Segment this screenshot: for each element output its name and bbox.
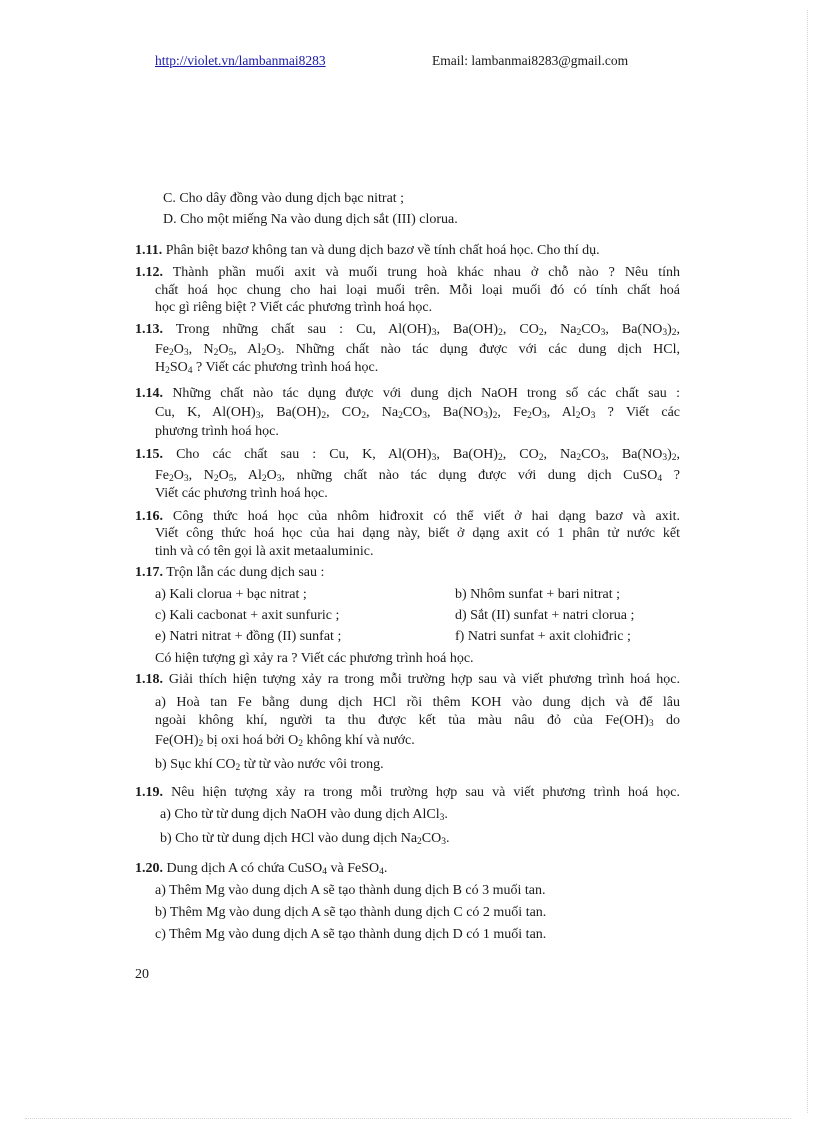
- text-line: [160, 806, 448, 823]
- text-line: [135, 242, 600, 259]
- text-line: [135, 564, 324, 581]
- header-email: Email: lambanmai8283@gmail.com: [432, 53, 629, 68]
- line-text: chất hoá học chung cho hai loại muối trên. Mỗi loại muối đó có tính chất hoá: [155, 283, 680, 298]
- line-text: $H_2SO_4$ ? Viết các phương trình hoá học.: [155, 360, 379, 376]
- text-line-second-column: f) Natri sunfat + axit clohiđric ;: [455, 629, 631, 644]
- text-line: [155, 404, 680, 421]
- exercise-number: 1.15.: [135, 447, 163, 462]
- line-text: ngoài không khí, người ta thu được kết tủa màu nâu đỏ của $Fe(OH)_3$ do: [155, 713, 681, 729]
- text-line: [155, 485, 328, 502]
- exercise-number: 1.12.: [135, 265, 163, 280]
- text-line: [163, 211, 458, 228]
- text-line: [155, 543, 374, 560]
- exercise-number: 1.19.: [135, 785, 163, 800]
- text-line: [135, 321, 680, 338]
- line-text: tinh và có tên gọi là axit metaaluminic.: [155, 544, 374, 559]
- line-text: $Fe_2O_3$, $N_2O_5$, $Al_2O_3$, những chất nào tác dụng được với dung dịch CuSO$_4$ ?: [155, 468, 681, 484]
- text-line: [155, 282, 680, 299]
- text-line: [155, 341, 680, 358]
- line-text: D. Cho một miếng Na vào dung dịch sắt (III) clorua.: [163, 212, 458, 227]
- text-line: [135, 860, 387, 877]
- line-text: C. Cho dây đồng vào dung dịch bạc nitrat ;: [163, 191, 405, 206]
- line-text: Cho các chất sau : Cu, K, $Al(OH)_3$, $Ba(OH)_2$, $CO_2$, $Na_2CO_3$, $Ba(NO_3)_2$,: [176, 447, 681, 463]
- line-text: a) Thêm Mg vào dung dịch A sẽ tạo thành dung dịch B có 3 muối tan.: [155, 883, 546, 898]
- line-text: Trong những chất sau : Cu, $Al(OH)_3$, $Ba(OH)_2$, $CO_2$, $Na_2CO_3$, $Ba(NO_3)_2$,: [175, 322, 681, 338]
- exercise-number: 1.13.: [135, 322, 163, 337]
- line-text: $Fe_2O_3$, $N_2O_5$, $Al_2O_3$. Những chất nào tác dụng được với các dung dịch HCl,: [155, 342, 680, 358]
- line-text: $Fe(OH)_2$ bị oxi hoá bởi $O_2$ không khí và nước.: [155, 733, 415, 749]
- line-text: Viết các phương trình hoá học.: [155, 486, 328, 501]
- text-line-second-column: b) Nhôm sunfat + bari nitrat ;: [455, 587, 620, 602]
- text-line: [155, 882, 546, 899]
- line-text: Có hiện tượng gì xảy ra ? Viết các phương trình hoá học.: [155, 651, 474, 666]
- line-text: a) Cho từ từ dung dịch NaOH vào dung dịch AlCl$_3$.: [160, 807, 448, 823]
- text-line: [155, 607, 339, 624]
- text-line: [155, 732, 415, 749]
- line-text: Phân biệt bazơ không tan và dung dịch bazơ về tính chất hoá học. Cho thí dụ.: [165, 243, 600, 258]
- exercise-number: 1.11.: [135, 243, 163, 258]
- text-line: [135, 446, 680, 463]
- text-line: [135, 385, 680, 402]
- line-text: b) Sục khí $CO_2$ từ từ vào nước vôi trong.: [155, 757, 384, 773]
- line-text: Nêu hiện tượng xảy ra trong mỗi trường hợp sau và viết phương trình hoá học.: [171, 785, 681, 800]
- text-line: [135, 671, 680, 688]
- text-line: [155, 423, 279, 440]
- line-text: c) Kali cacbonat + axit sunfuric ;: [155, 608, 340, 623]
- line-text: phương trình hoá học.: [155, 424, 279, 439]
- text-line: [163, 190, 404, 207]
- line-text: a) Kali clorua + bạc nitrat ;: [155, 587, 307, 602]
- text-line: [155, 586, 307, 603]
- header-link[interactable]: http://violet.vn/lambanmai8283: [155, 53, 326, 68]
- exercise-number: 1.16.: [135, 509, 163, 524]
- exercise-number: 1.20.: [135, 861, 163, 876]
- text-line: [155, 904, 546, 921]
- exercise-number: 1.14.: [135, 386, 163, 401]
- text-line: [155, 467, 680, 484]
- text-line: [135, 784, 680, 801]
- line-text: e) Natri nitrat + đồng (II) sunfat ;: [155, 629, 342, 644]
- line-text: Viết công thức hoá học của hai dạng này, biết ở dạng axit có 1 phân tử nước kết: [155, 526, 680, 541]
- line-text: Những chất nào tác dụng được với dung dịch NaOH trong số các chất sau :: [172, 386, 680, 401]
- text-line: [155, 628, 341, 645]
- text-line: [155, 756, 384, 773]
- page-number: 20: [135, 967, 149, 982]
- text-line: [155, 712, 680, 729]
- line-text: c) Thêm Mg vào dung dịch A sẽ tạo thành dung dịch D có 1 muối tan.: [155, 927, 547, 942]
- line-text: học gì riêng biệt ? Viết các phương trình hoá học.: [155, 300, 433, 315]
- text-line: [155, 926, 546, 943]
- line-text: a) Hoà tan Fe bằng dung dịch HCl rồi thêm KOH vào dung dịch và để lâu: [155, 695, 680, 710]
- exercise-number: 1.18.: [135, 672, 163, 687]
- text-line: [135, 508, 680, 525]
- text-line: [160, 830, 450, 847]
- text-line: [155, 299, 432, 316]
- text-line: [155, 525, 680, 542]
- text-line-second-column: d) Sắt (II) sunfat + natri clorua ;: [455, 608, 635, 623]
- text-line: [155, 359, 378, 376]
- text-line: [155, 694, 680, 711]
- page-right-border: [807, 10, 808, 1113]
- line-text: Công thức hoá học của nhôm hiđroxit có thể viết ở hai dạng bazơ và axit.: [172, 509, 680, 524]
- line-text: b) Cho từ từ dung dịch HCl vào dung dịch $Na_2CO_3$.: [160, 831, 450, 847]
- page-bottom-border: [25, 1118, 791, 1119]
- line-text: Giải thích hiện tượng xảy ra trong mỗi trường hợp sau và viết phương trình hoá học.: [168, 672, 680, 687]
- text-line: [155, 650, 474, 667]
- text-line: [135, 264, 680, 281]
- exercise-number: 1.17.: [135, 565, 163, 580]
- line-text: Trộn lẫn các dung dịch sau :: [166, 565, 325, 580]
- line-text: b) Thêm Mg vào dung dịch A sẽ tạo thành dung dịch C có 2 muối tan.: [155, 905, 547, 920]
- line-text: Cu, K, $Al(OH)_3$, $Ba(OH)_2$, $CO_2$, $Na_2CO_3$, $Ba(NO_3)_2$, $Fe_2O_3$, $Al_2O_3$ ? Viết các: [155, 405, 680, 421]
- line-text: Thành phần muối axit và muối trung hoà khác nhau ở chỗ nào ? Nêu tính: [172, 265, 680, 280]
- line-text: Dung dịch A có chứa CuSO$_4$ và FeSO$_4$.: [166, 861, 388, 877]
